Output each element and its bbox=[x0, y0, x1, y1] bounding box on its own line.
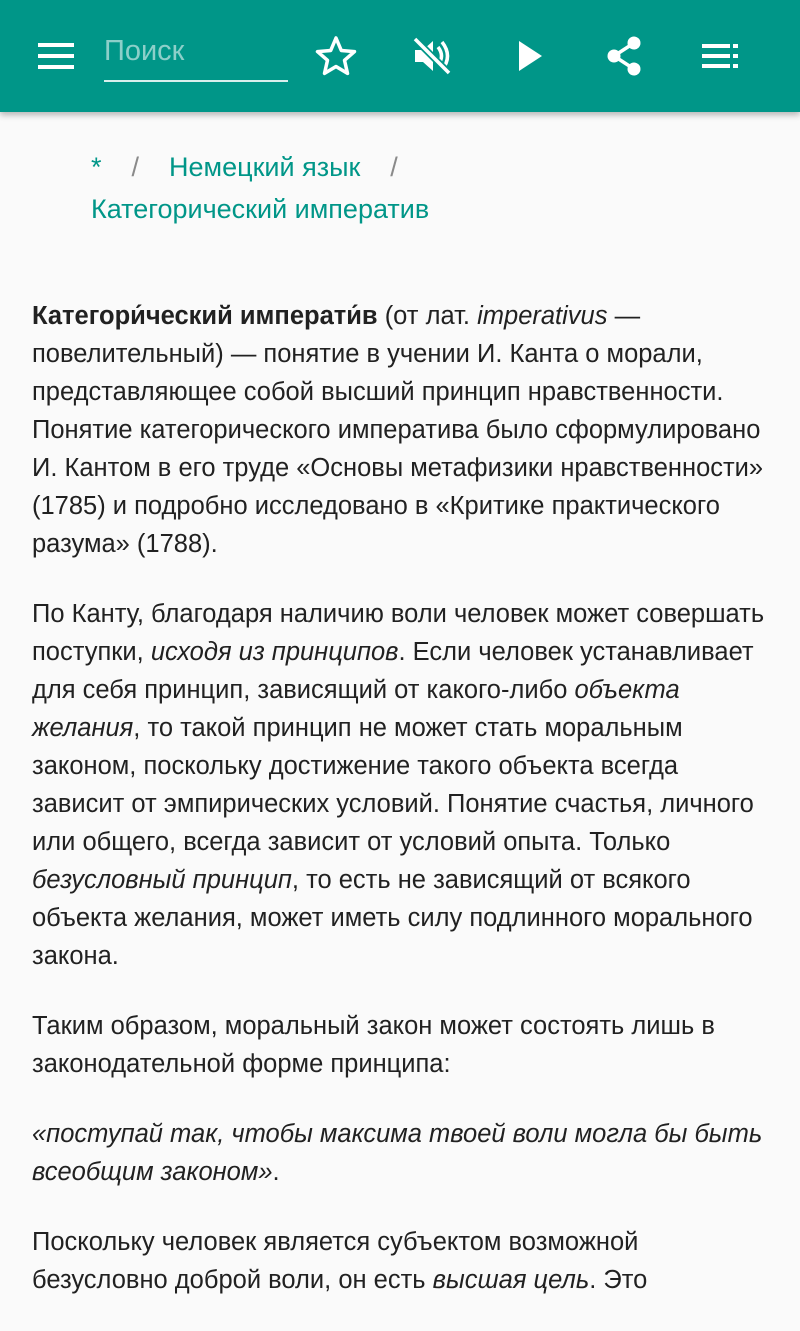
breadcrumb-current-article-link[interactable]: Категорический императив bbox=[91, 194, 430, 224]
menu-icon bbox=[36, 41, 76, 71]
search-underline bbox=[104, 80, 288, 82]
emphasis-text: объекта желания bbox=[32, 676, 680, 742]
breadcrumb bbox=[91, 146, 771, 230]
article-text: (от лат. bbox=[377, 302, 478, 330]
share-icon bbox=[604, 35, 644, 77]
article-term: Категори́ческий императи́в bbox=[32, 302, 378, 330]
share-button[interactable] bbox=[596, 28, 652, 84]
article-text: . bbox=[272, 1158, 280, 1186]
article-text: . Если человек устанавливает для себя принцип, зависящий от какого-либо bbox=[32, 638, 754, 704]
emphasis-text: безусловный принцип bbox=[32, 866, 292, 894]
mute-button[interactable] bbox=[404, 28, 460, 84]
play-button[interactable] bbox=[502, 28, 558, 84]
article-text: По Канту, благодаря наличию воли человек может совершать поступки, bbox=[32, 600, 765, 666]
favorite-button[interactable] bbox=[308, 28, 364, 84]
star-icon bbox=[315, 35, 357, 77]
article-text: , то такой принцип не может стать моральным законом, поскольку достижение такого объекта всегда зависит от эмпирических условий. Понятие счастья, личного или общего, всегда зависит от условий опыта. Только bbox=[32, 714, 754, 856]
search-box bbox=[104, 24, 288, 82]
volume-off-icon bbox=[411, 35, 453, 77]
menu-button[interactable] bbox=[28, 28, 84, 84]
breadcrumb-separator: / bbox=[390, 152, 398, 182]
play-icon bbox=[515, 40, 545, 72]
article-paragraph-quote bbox=[32, 1115, 772, 1191]
emphasis-text: исходя из принципов bbox=[150, 638, 399, 666]
contents-button[interactable] bbox=[692, 28, 748, 84]
latin-term: imperativus bbox=[477, 302, 608, 330]
article-content bbox=[32, 297, 772, 1331]
article-paragraph-subject bbox=[32, 1223, 772, 1299]
article-text: — повелительный) — понятие в учении И. Канта о морали, представляющее собой высший принцип нравственности. Понятие категорического императива было сформулировано И. Кантом в его труде «Основы метафизики нравственности» (1785) и подробно исследовано в «Критике практического разума» (1788). bbox=[32, 302, 764, 558]
article-paragraph-intro bbox=[32, 297, 772, 563]
app-toolbar bbox=[0, 0, 800, 112]
imperative-quote: «поступай так, чтобы максима твоей воли могла бы быть всеобщим законом» bbox=[32, 1120, 763, 1186]
breadcrumb-german-language-link[interactable]: Немецкий язык bbox=[169, 152, 361, 182]
search-input[interactable] bbox=[104, 24, 288, 78]
article-paragraph-kant bbox=[32, 595, 772, 975]
article-paragraph-law: Таким образом, моральный закон может состоять лишь в законодательной форме принципа: bbox=[32, 1012, 715, 1078]
breadcrumb-root-link[interactable]: * bbox=[91, 152, 102, 182]
article-text: . Это bbox=[589, 1266, 648, 1294]
article-text: Поскольку человек является субъектом возможной безусловно доброй воли, он есть bbox=[32, 1228, 639, 1294]
article-text: , то есть не зависящий от всякого объекта желания, может иметь силу подлинного морального закона. bbox=[32, 866, 753, 970]
emphasis-text: высшая цель bbox=[432, 1266, 590, 1294]
breadcrumb-separator: / bbox=[131, 152, 140, 182]
list-icon bbox=[700, 42, 740, 70]
